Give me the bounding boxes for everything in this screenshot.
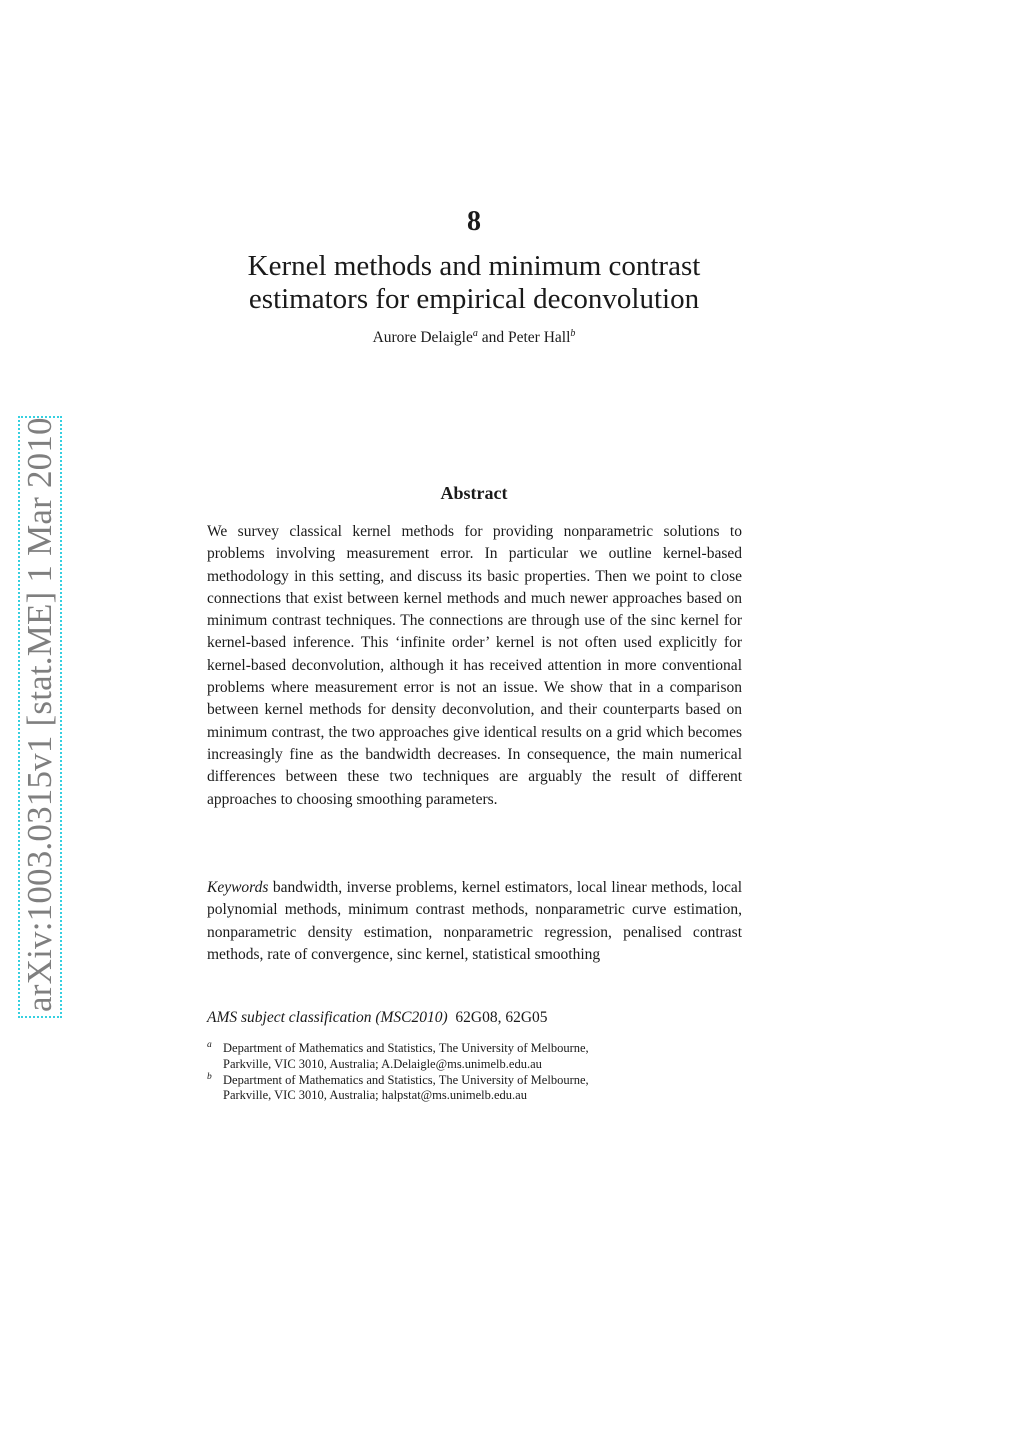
author-name: Aurore Delaigle <box>372 329 473 347</box>
author-name: Peter Hall <box>508 329 571 347</box>
chapter-title-line-2: estimators for empirical deconvolution <box>248 283 700 315</box>
ams-classification <box>207 1009 742 1027</box>
chapter-title-line-1: Kernel methods and minimum contrast <box>247 250 701 282</box>
keywords-label: Keywords <box>207 879 269 896</box>
affiliation-mark: a <box>207 1040 212 1050</box>
affiliations <box>207 1041 742 1104</box>
chapter-title <box>200 250 748 316</box>
chapter-number: 8 <box>467 206 481 237</box>
affiliation-line[interactable]: Parkville, VIC 3010, Australia; A.Delaigle@ms.unimelb.edu.au <box>223 1056 542 1071</box>
affiliation-line: Department of Mathematics and Statistics, The University of Melbourne, <box>223 1041 589 1055</box>
affiliation-b <box>207 1073 742 1105</box>
ams-codes: 62G08, 62G05 <box>455 1009 548 1026</box>
keywords-paragraph <box>207 877 742 966</box>
abstract-heading: Abstract <box>440 483 508 503</box>
author-connector: and <box>477 329 508 347</box>
affiliation-a <box>207 1041 742 1073</box>
abstract-body: We survey classical kernel methods for providing nonparametric solutions to problems involving measurement error. In particular we outline kernel-based methodology in this setting, and discuss its basic properties. Then we point to close connections that exist between kernel methods and much newer approaches based on minimum contrast techniques. The connections are through use of the sinc kernel for kernel-based inference. This ‘infinite order’ kernel is not often used explicitly for kernel-based deconvolution, although it has received attention in more conventional problems where measurement error is not an issue. We show that in a comparison between kernel methods for density deconvolution, and their counterparts based on minimum contrast, the two approaches give identical results on a grid which becomes increasingly fine as the bandwidth decreases. In consequence, the main numerical differences between these two techniques are arguably the result of different approaches to choosing smoothing parameters. <box>207 523 742 808</box>
affiliation-line[interactable]: Parkville, VIC 3010, Australia; halpstat@ms.unimelb.edu.au <box>223 1088 527 1103</box>
author-list <box>200 328 748 347</box>
ams-label: AMS subject classification (MSC2010) <box>207 1009 448 1026</box>
author-affiliation-mark[interactable]: a <box>472 328 478 339</box>
arxiv-identifier[interactable]: arXiv:1003.0315v1 [stat.ME] 1 Mar 2010 <box>20 417 59 1012</box>
affiliation-line: Department of Mathematics and Statistics, The University of Melbourne, <box>223 1072 589 1087</box>
keywords-text: bandwidth, inverse problems, kernel estimators, local linear methods, local polynomial methods, minimum contrast methods, nonparametric curve estimation, nonparametric density estimation, nonparametric regression, penalised contrast methods, rate of convergence, sinc kernel, statistical smoothing <box>207 879 743 963</box>
author-affiliation-mark[interactable]: b <box>570 328 576 339</box>
affiliation-mark: b <box>207 1071 212 1082</box>
